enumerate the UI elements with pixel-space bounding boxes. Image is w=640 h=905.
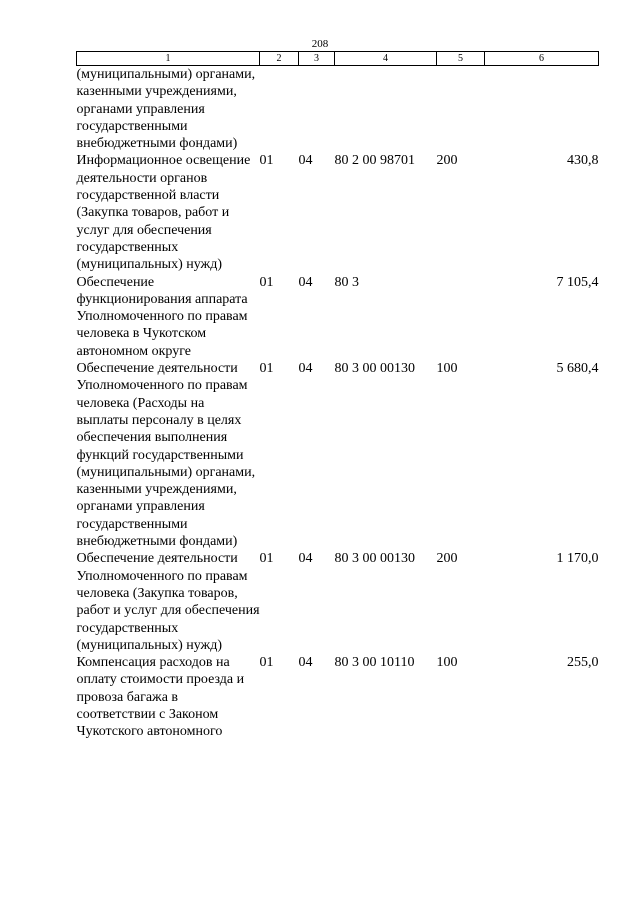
- row-subsection: 04: [298, 153, 313, 169]
- table-row: [77, 360, 599, 550]
- row-name: Информационное освещение деятельности органов государственной власти (Закупка товаров, работ и услуг для обеспечения государственных (муниципальных) нужд): [76, 153, 251, 273]
- row-section: [260, 66, 299, 153]
- table-row: [77, 550, 599, 654]
- row-amount: 5 680,4: [556, 361, 599, 377]
- row-expense-type: 100: [436, 655, 458, 671]
- row-section: 01: [259, 153, 274, 169]
- row-target-code: 80 2 00 98701: [334, 153, 415, 169]
- row-name: Обеспечение функционирования аппарата Уполномоченного по правам человека в Чукотском автономном округе: [76, 274, 248, 359]
- header-col-1: 1: [77, 52, 260, 66]
- row-amount: [485, 66, 599, 153]
- row-subsection: [299, 66, 335, 153]
- header-col-3: 3: [299, 52, 335, 66]
- row-target-code: 80 3 00 00130: [334, 361, 415, 377]
- row-target-code: 80 3 00 00130: [334, 551, 415, 567]
- row-target-code: [335, 66, 437, 153]
- row-section: 01: [259, 655, 274, 671]
- row-expense-type: 200: [436, 153, 458, 169]
- table-row: [77, 654, 599, 740]
- row-name: Компенсация расходов на оплату стоимости проезда и провоза багажа в соответствии с Законом Чукотского автономного: [76, 655, 245, 740]
- row-target-code: 80 3: [334, 274, 359, 290]
- header-col-6: 6: [485, 52, 599, 66]
- row-subsection: 04: [298, 361, 313, 377]
- row-subsection: 04: [298, 274, 313, 290]
- row-expense-type: 100: [436, 361, 458, 377]
- header-col-4: 4: [335, 52, 437, 66]
- table-row: [77, 152, 599, 273]
- header-col-5: 5: [437, 52, 485, 66]
- budget-table: [76, 51, 599, 741]
- header-row: [77, 52, 599, 66]
- row-name: Обеспечение деятельности Уполномоченного по правам человека (Расходы на выплаты персоналу в целях обеспечения выполнения функций государственными (муниципальными) органами, казенными учреждениями, органами управления государственными внебюджетными фондами): [76, 361, 256, 550]
- row-amount: 1 170,0: [556, 551, 599, 567]
- row-expense-type: 200: [436, 551, 458, 567]
- row-subsection: 04: [298, 551, 313, 567]
- row-amount: 255,0: [567, 655, 599, 671]
- table-row: [77, 274, 599, 360]
- row-expense-type: [437, 274, 485, 360]
- row-target-code: 80 3 00 10110: [334, 655, 415, 671]
- header-col-2: 2: [260, 52, 299, 66]
- page-number: 208: [311, 38, 329, 50]
- row-name: (муниципальными) органами, казенными учреждениями, органами управления государственными внебюджетными фондами): [76, 67, 256, 152]
- row-section: 01: [259, 361, 274, 377]
- row-expense-type: [437, 66, 485, 153]
- table-row: [77, 66, 599, 153]
- row-amount: 430,8: [567, 153, 599, 169]
- row-amount: 7 105,4: [556, 274, 599, 290]
- row-name: Обеспечение деятельности Уполномоченного по правам человека (Закупка товаров, работ и услуг для обеспечения государственных (муниципальных) нужд): [76, 551, 260, 653]
- row-subsection: 04: [298, 655, 313, 671]
- row-section: 01: [259, 274, 274, 290]
- row-section: 01: [259, 551, 274, 567]
